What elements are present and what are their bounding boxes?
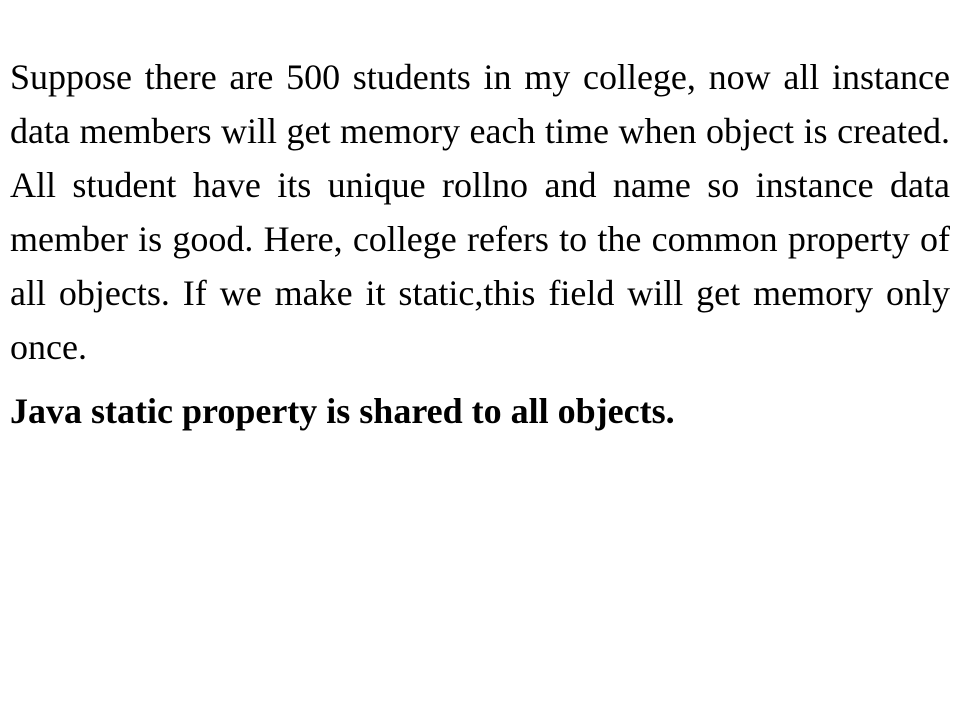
conclusion-statement: Java static property is shared to all objects. xyxy=(10,391,675,431)
body-paragraph: Suppose there are 500 students in my college, now all instance data members will get memory each time when object is created. All student have its unique rollno and name so instance data member is good. Here, college refers to the common property of all objects. If we make it static,this field will get memory only once. xyxy=(10,57,950,367)
slide-content xyxy=(10,50,950,438)
